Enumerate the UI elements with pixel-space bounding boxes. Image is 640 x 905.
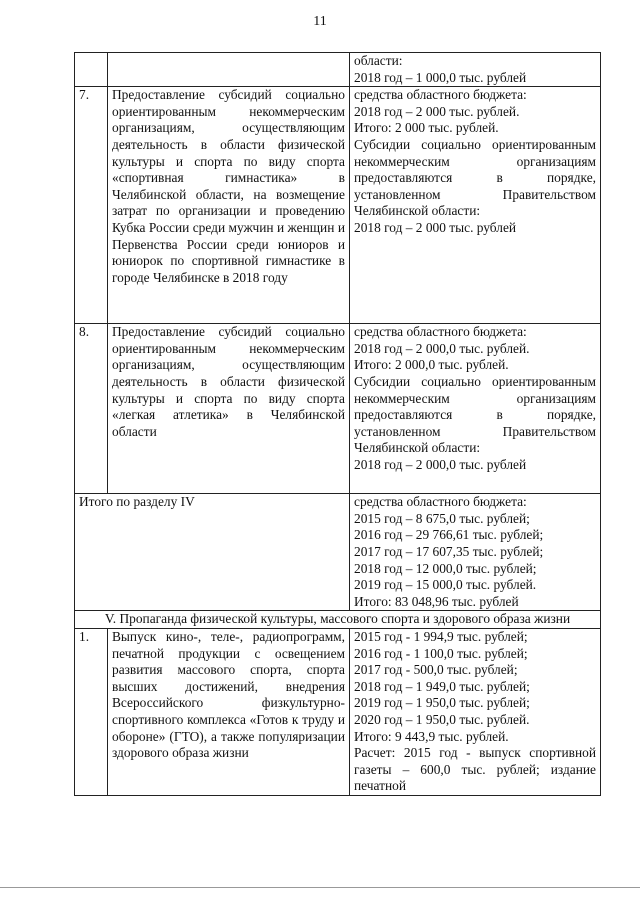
funding-cell xyxy=(350,53,601,87)
description-cell xyxy=(108,53,350,87)
funding-line: средства областного бюджета: xyxy=(354,87,527,103)
row-number-cell: 7. xyxy=(75,87,108,324)
description-cell: Предоставление субсидий социально ориентированным некоммерческим организациям, осуществляющим деятельность в области физической культуры и спорта по виду спорта «легкая атлетика» в Челябинской области xyxy=(108,324,350,494)
funding-line: 2018 год – 1 000,0 тыс. рублей xyxy=(354,69,527,85)
table-row xyxy=(75,628,601,795)
funding-cell xyxy=(350,628,601,795)
table-row xyxy=(75,53,601,87)
funding-line: Расчет: 2015 год - выпуск спортивной газеты – 600,0 тыс. рублей; издание печатной xyxy=(354,745,596,794)
funding-line: 2017 год – 17 607,35 тыс. рублей; xyxy=(354,543,544,559)
table-row xyxy=(75,324,601,494)
funding-cell xyxy=(350,324,601,494)
funding-line: 2016 год - 1 100,0 тыс. рублей; xyxy=(354,645,528,661)
program-table xyxy=(74,52,601,796)
funding-line: 2017 год - 500,0 тыс. рублей; xyxy=(354,662,518,678)
page-bottom-edge xyxy=(0,887,640,888)
table-row xyxy=(75,611,601,629)
funding-line: 2018 год – 2 000,0 тыс. рублей xyxy=(354,456,527,472)
funding-line: 2018 год – 1 949,0 тыс. рублей; xyxy=(354,678,530,694)
section-heading: V. Пропаганда физической культуры, массового спорта и здорового образа жизни xyxy=(75,611,601,629)
funding-line: 2015 год – 8 675,0 тыс. рублей; xyxy=(354,510,530,526)
page-number: 11 xyxy=(313,14,327,29)
funding-line: Субсидии социально ориентированным некоммерческим организациям предоставляются в порядке, установленном Правительством Челябинской области: xyxy=(354,373,596,456)
description-cell: Выпуск кино-, теле-, радиопрограмм, печатной продукции с освещением развития массового спорта, спорта высших достижений, внедрения Всероссийского физкультурно-спортивного комплекса «Готов к труду и обороне» (ГТО), а также популяризации здорового образа жизни xyxy=(108,628,350,795)
funding-line: 2016 год – 29 766,61 тыс. рублей; xyxy=(354,527,544,543)
funding-line: Итого: 9 443,9 тыс. рублей. xyxy=(354,728,509,744)
funding-line: 2018 год – 2 000 тыс. рублей xyxy=(354,219,517,235)
funding-line: Итого: 2 000 тыс. рублей. xyxy=(354,120,499,136)
funding-line: Субсидии социально ориентированным некоммерческим организациям предоставляются в порядке, установленном Правительством Челябинской области: xyxy=(354,136,596,219)
funding-cell xyxy=(350,494,601,611)
row-number-cell: 1. xyxy=(75,628,108,795)
funding-line: средства областного бюджета: xyxy=(354,324,527,340)
funding-line: 2020 год – 1 950,0 тыс. рублей. xyxy=(354,711,530,727)
funding-line: 2018 год – 2 000,0 тыс. рублей. xyxy=(354,340,530,356)
funding-line: 2019 год – 1 950,0 тыс. рублей; xyxy=(354,695,530,711)
description-cell: Предоставление субсидий социально ориентированным некоммерческим организациям, осуществляющим деятельность в области физической культуры и спорта по виду спорта «спортивная гимнастика» в Челябинской области, на возмещение затрат по организации и проведению Кубка России среди мужчин и женщин и Первенства России среди юниоров и юниорок по спортивной гимнастике в городе Челябинске в 2018 году xyxy=(108,87,350,324)
funding-line: 2018 год – 2 000 тыс. рублей. xyxy=(354,103,520,119)
table-row xyxy=(75,494,601,611)
funding-line: Итого: 2 000,0 тыс. рублей. xyxy=(354,357,509,373)
funding-line: 2019 год – 15 000,0 тыс. рублей. xyxy=(354,577,537,593)
funding-line: средства областного бюджета: xyxy=(354,494,527,510)
funding-line: Итого: 83 048,96 тыс. рублей xyxy=(354,593,519,609)
funding-cell xyxy=(350,87,601,324)
funding-line: 2015 год - 1 994,9 тыс. рублей; xyxy=(354,628,528,644)
section-total-label: Итого по разделу IV xyxy=(75,494,350,611)
table-row xyxy=(75,87,601,324)
funding-line: области: xyxy=(354,53,403,68)
row-number-cell xyxy=(75,53,108,87)
funding-line: 2018 год – 12 000,0 тыс. рублей; xyxy=(354,560,537,576)
row-number-cell: 8. xyxy=(75,324,108,494)
